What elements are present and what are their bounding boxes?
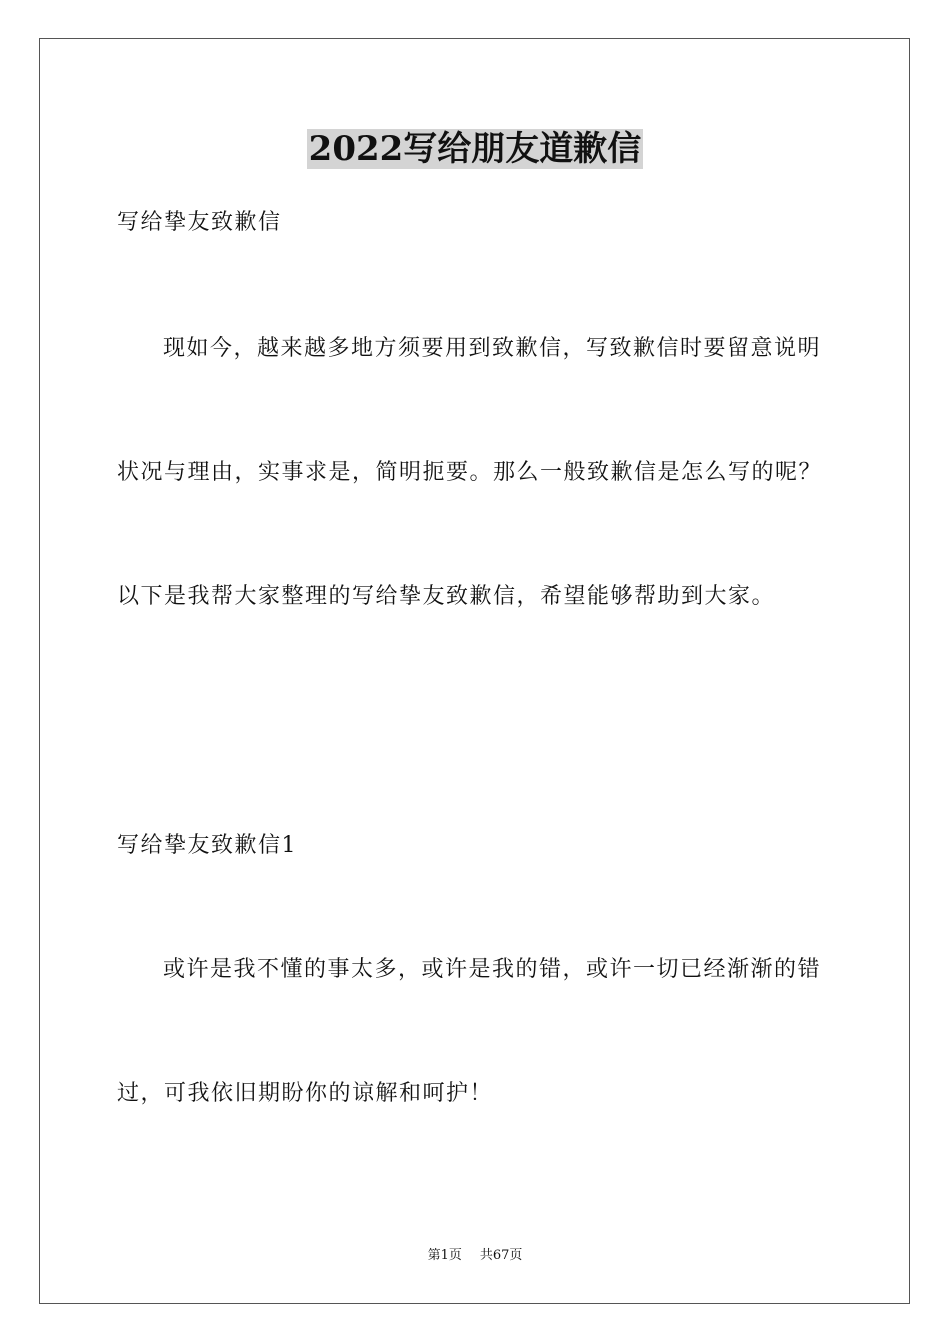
paragraph-line: 过，可我依旧期盼你的谅解和呵护！ <box>117 1081 494 1106</box>
paragraph-line: 或许是我不懂的事太多，或许是我的错，或许一切已经渐渐的错 <box>163 957 822 982</box>
section-heading: 写给挚友致歉信 <box>117 210 282 235</box>
section-heading: 写给挚友致歉信1 <box>117 833 297 858</box>
document-title <box>0 125 950 173</box>
page-footer <box>0 1247 950 1265</box>
paragraph-line: 以下是我帮大家整理的写给挚友致歉信，希望能够帮助到大家。 <box>117 584 776 609</box>
paragraph-line: 状况与理由，实事求是，简明扼要。那么一般致歉信是怎么写的呢？ <box>117 460 823 485</box>
document-title-text: 2022写给朋友道歉信 <box>308 129 642 169</box>
paragraph-line: 现如今，越来越多地方须要用到致歉信，写致歉信时要留意说明 <box>163 336 822 361</box>
page-number: 第1页 <box>427 1248 462 1263</box>
page-total: 共67页 <box>479 1248 523 1263</box>
